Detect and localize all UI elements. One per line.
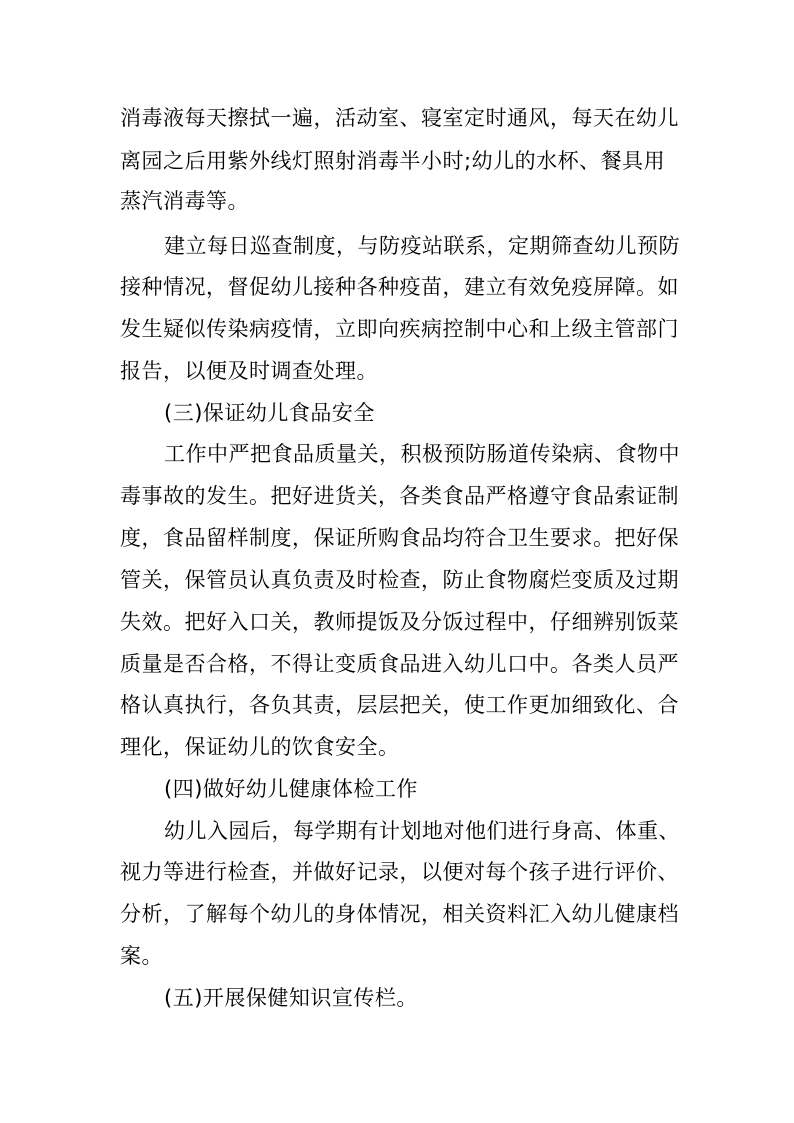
text-line: 视力等进行检查，并做好记录，以便对每个孩子进行评价、 <box>120 860 679 884</box>
text-line: 分析，了解每个幼儿的身体情况，相关资料汇入幼儿健康档 <box>120 902 679 926</box>
text-line: 发生疑似传染病疫情，立即向疾病控制中心和上级主管部门 <box>120 317 679 341</box>
text-line: 理化，保证幼儿的饮食安全。 <box>120 735 400 759</box>
section-heading: (五)开展保健知识宣传栏。 <box>164 986 418 1010</box>
text-line: 度，食品留样制度，保证所购食品均符合卫生要求。把好保 <box>120 526 679 550</box>
section-heading: (三)保证幼儿食品安全 <box>164 401 375 425</box>
text-line: 报告，以便及时调查处理。 <box>120 359 378 383</box>
text-line: 管关，保管员认真负责及时检查，防止食物腐烂变质及过期 <box>120 568 679 592</box>
text-line: 毒事故的发生。把好进货关，各类食品严格遵守食品索证制 <box>120 484 679 508</box>
paragraph-start-line: 建立每日巡查制度，与防疫站联系，定期筛查幼儿预防 <box>164 234 680 258</box>
text-line: 质量是否合格，不得让变质食品进入幼儿口中。各类人员严 <box>120 652 679 676</box>
text-line: 离园之后用紫外线灯照射消毒半小时;幼儿的水杯、餐具用 <box>120 149 666 173</box>
text-line: 接种情况，督促幼儿接种各种疫苗，建立有效免疫屏障。如 <box>120 275 679 299</box>
section-heading: (四)做好幼儿健康体检工作 <box>164 777 418 801</box>
paragraph-start-line: 工作中严把食品质量关，积极预防肠道传染病、食物中 <box>164 442 680 466</box>
text-line: 蒸汽消毒等。 <box>120 189 249 213</box>
text-line: 失效。把好入口关，教师提饭及分饭过程中，仔细辨别饭菜 <box>120 610 679 634</box>
text-line: 消毒液每天擦拭一遍，活动室、寝室定时通风，每天在幼儿 <box>120 106 679 130</box>
text-line: 案。 <box>120 944 163 968</box>
paragraph-start-line: 幼儿入园后，每学期有计划地对他们进行身高、体重、 <box>164 819 680 843</box>
text-line: 格认真执行，各负其责，层层把关，使工作更加细致化、合 <box>120 693 679 717</box>
